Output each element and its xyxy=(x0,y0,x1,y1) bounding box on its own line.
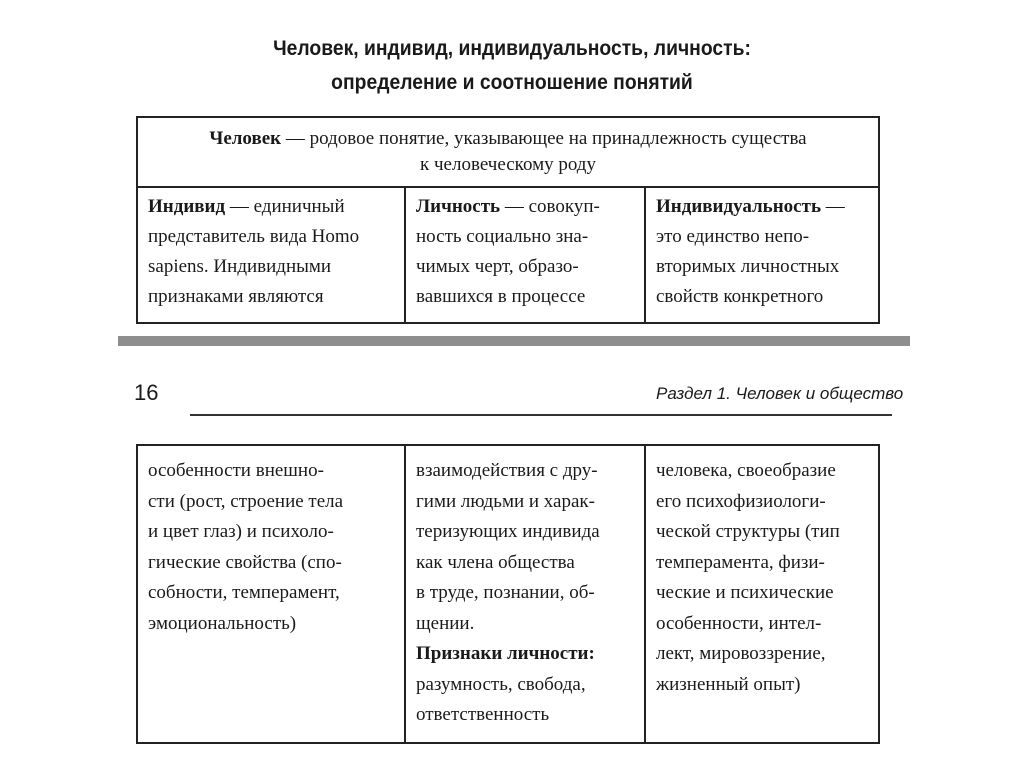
list-item: ответственность xyxy=(416,704,550,725)
cell-individualnost-cont xyxy=(646,446,878,742)
header-rule xyxy=(190,414,892,416)
term-chelovek: Человек xyxy=(209,128,282,149)
lichnost-line-4: вавшихся в процессе xyxy=(416,286,586,307)
lichnost-traits-heading: Признаки личности: xyxy=(416,643,595,664)
individ-line-4: признаками являются xyxy=(148,286,324,307)
title-line-2: определение и соотношение понятий xyxy=(331,71,693,94)
list-item: особенности, интел- xyxy=(656,612,822,634)
page-separator xyxy=(118,336,910,346)
list-item: ческие и психические xyxy=(656,582,834,603)
list-item: гими людьми и харак- xyxy=(416,490,595,512)
section-title: Раздел 1. Человек и общество xyxy=(656,384,904,403)
individualnost-line-1: — xyxy=(821,196,845,217)
cell-individualnost xyxy=(646,188,878,322)
chelovek-definition-2: к человеческому роду xyxy=(420,154,596,175)
individ-line-1: — единичный xyxy=(225,196,345,217)
individ-line-2: представитель вида Homo xyxy=(148,226,360,247)
individ-line-3: sapiens. Индивидными xyxy=(148,256,332,277)
chelovek-definition-1: — родовое понятие, указывающее на принадлежность существа xyxy=(281,128,807,149)
title-line-1: Человек, индивид, индивидуальность, личность: xyxy=(273,37,751,60)
list-item: ческой структуры (тип xyxy=(656,521,840,542)
individualnost-line-4: свойств конкретного xyxy=(656,286,824,307)
lichnost-line-1: — совокуп- xyxy=(500,196,600,217)
cell-lichnost-cont xyxy=(406,446,646,742)
list-item: эмоциональность) xyxy=(148,612,297,634)
list-item: гические свойства (спо- xyxy=(148,551,342,573)
list-item: в труде, познании, об- xyxy=(416,582,595,603)
cell-individ-cont xyxy=(138,446,406,742)
term-individ: Индивид xyxy=(148,196,226,217)
term-lichnost: Личность xyxy=(416,196,501,217)
list-item: лект, мировоззрение, xyxy=(656,643,826,664)
table-header-chelovek xyxy=(138,118,878,188)
lichnost-line-3: чимых черт, образо- xyxy=(416,256,579,277)
list-item: собности, темперамент, xyxy=(148,582,340,603)
page-title xyxy=(41,32,983,100)
definitions-table-top xyxy=(136,116,880,324)
list-item: жизненный опыт) xyxy=(656,673,801,695)
lichnost-line-2: ность социально зна- xyxy=(416,226,589,247)
list-item: особенности внешно- xyxy=(148,460,324,481)
list-item: щении. xyxy=(416,612,475,634)
list-item: его психофизиологи- xyxy=(656,490,826,512)
individualnost-line-2: это единство непо- xyxy=(656,226,810,247)
individualnost-line-3: вторимых личностных xyxy=(656,256,840,277)
list-item: разумность, свобода, xyxy=(416,673,586,695)
list-item: сти (рост, строение тела xyxy=(148,490,344,512)
list-item: человека, своеобразие xyxy=(656,460,836,481)
list-item: взаимодействия с дру- xyxy=(416,460,598,481)
definitions-table-bottom xyxy=(136,444,880,744)
cell-lichnost xyxy=(406,188,646,322)
term-individualnost: Индивидуальность xyxy=(656,196,821,217)
list-item: теризующих индивида xyxy=(416,521,600,542)
list-item: и цвет глаз) и психоло- xyxy=(148,521,334,542)
list-item: как члена общества xyxy=(416,551,575,573)
cell-individ xyxy=(138,188,406,322)
page-number: 16 xyxy=(134,380,159,405)
list-item: темперамента, физи- xyxy=(656,551,825,573)
